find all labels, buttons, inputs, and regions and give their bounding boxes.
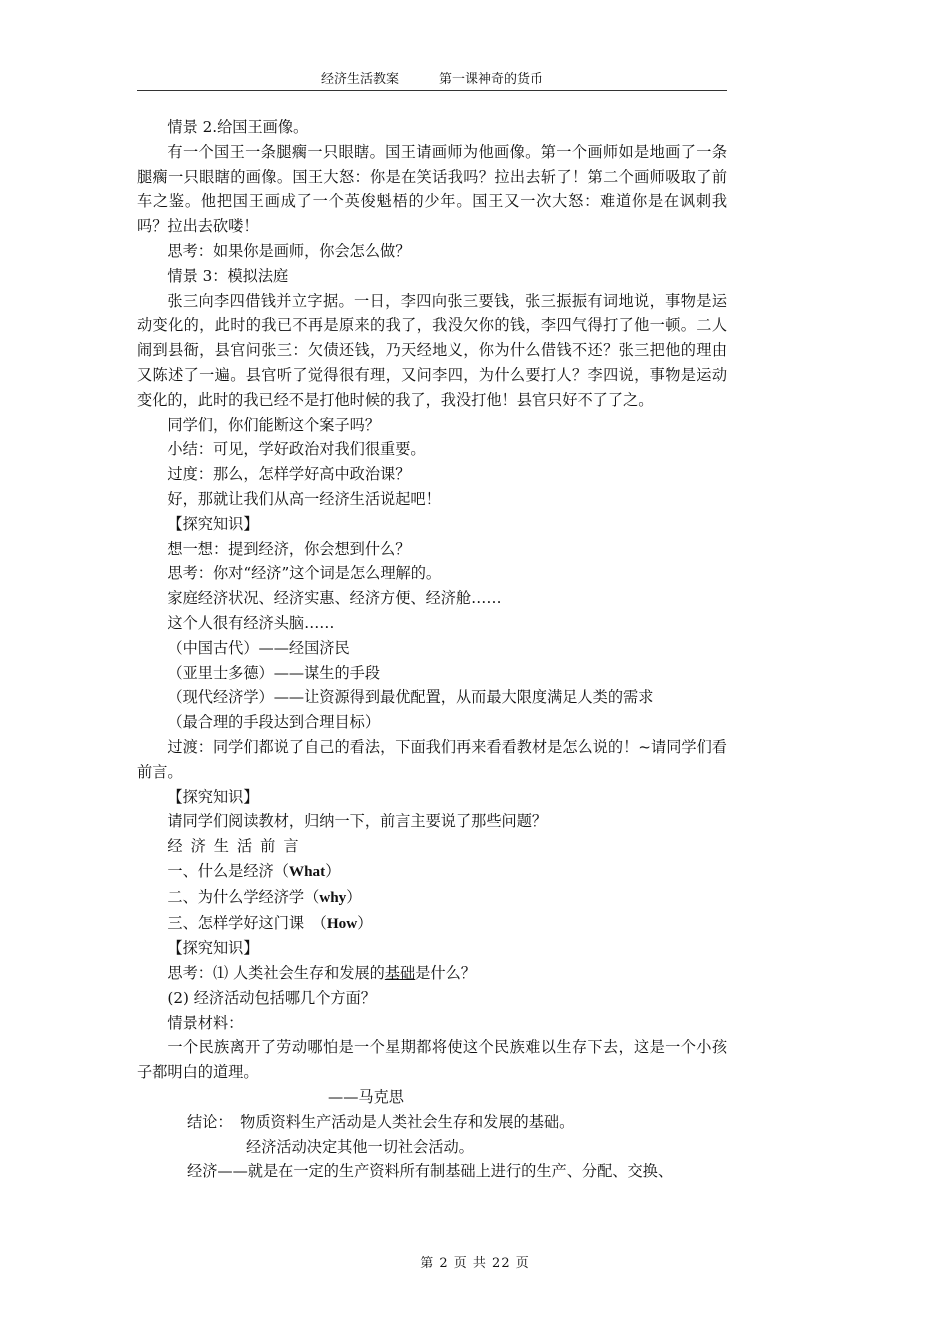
start-line: 好，那就让我们从高一经济生活说起吧！ <box>167 489 441 508</box>
definition-modern: （现代经济学）——让资源得到最优配置，从而最大限度满足人类的需求 <box>167 688 654 707</box>
explore-heading-2: 【探究知识】 <box>167 787 259 806</box>
page-number-footer: 第 2 页 共 22 页 <box>420 1256 530 1271</box>
preface-item-2: 二、为什么学经济学（why） <box>167 887 362 906</box>
preface-title: 经济生活前言 <box>167 837 307 856</box>
economic-mind-line: 这个人很有经济头脑…… <box>167 613 335 632</box>
scene2-paragraph: 有一个国王一条腿瘸一只眼瞎。国王请画师为他画像。第一个画师如是地画了一条腿瘸一只眼瞎的画像。国王大怒：你是在笑话我吗？拉出去斩了！第二个画师吸取了前车之鉴。他把国王画成了一个英俊魁梧的少年。国王又一次大怒：难道你是在讽刺我吗？拉出去砍喽！ <box>137 142 727 236</box>
preface-item-3: 三、怎样学好这门课 （How） <box>167 913 373 932</box>
conclusion-2: 经济活动决定其他一切社会活动。 <box>246 1137 474 1156</box>
underlined-term: 基础 <box>384 964 416 983</box>
think-foundation: 思考：⑴ 人类社会生存和发展的基础是什么？ <box>167 964 476 983</box>
think-activities: (2) 经济活动包括哪几个方面？ <box>167 988 376 1007</box>
page-header <box>137 72 727 91</box>
economy-definition: 经济——就是在一定的生产资料所有制基础上进行的生产、分配、交换、 <box>187 1162 673 1181</box>
document-body <box>137 115 727 1184</box>
definition-china: （中国古代）——经国济民 <box>167 638 350 657</box>
transition-line: 过度：那么，怎样学好高中政治课？ <box>167 465 411 484</box>
case-question: 同学们，你们能断这个案子吗？ <box>167 415 381 434</box>
preface-item-1: 一、什么是经济（What） <box>167 861 341 880</box>
header-lesson-title: 第一课神奇的货币 <box>439 72 544 87</box>
quote-author: ——马克思 <box>328 1088 404 1107</box>
definition-modern-note: （最合理的手段达到合理目标） <box>167 713 381 732</box>
transition-preface: 过渡：同学们都说了自己的看法，下面我们再来看看教材是怎么说的！~请同学们看前言。 <box>137 737 727 781</box>
material-label: 情景材料： <box>167 1013 244 1032</box>
think-word: 思考：你对“经济”这个词是怎么理解的。 <box>167 564 442 583</box>
marx-quote: 一个民族离开了劳动哪怕是一个星期都将使这个民族难以生存下去，这是一个小孩子都明白的道理。 <box>137 1038 727 1082</box>
summary-line: 小结：可见，学好政治对我们很重要。 <box>167 440 426 459</box>
scene2-title: 情景 2.给国王画像。 <box>167 118 309 136</box>
conclusion-1: 结论： 物质资料生产活动是人类社会生存和发展的基础。 <box>187 1112 575 1131</box>
scene3-paragraph: 张三向李四借钱并立字据。一日，李四向张三要钱，张三振振有词地说，事物是运动变化的，此时的我已不再是原来的我了，我没欠你的钱，李四气得打了他一顿。二人闹到县衙，县官问张三：欠债还钱，乃天经地义，你为什么借钱不还？张三把他的理由又陈述了一遍。县官听了觉得很有理，又问李四，为什么要打人？李四说，事物是运动变化的，此时的我已经不是打他时候的我了，我没打他！县官只好不了了之。 <box>137 291 727 409</box>
explore-heading-3: 【探究知识】 <box>167 939 259 958</box>
think-painter: 思考：如果你是画师，你会怎么做？ <box>167 241 411 260</box>
header-doc-title: 经济生活教案 <box>320 72 399 87</box>
read-instruction: 请同学们阅读教材，归纳一下，前言主要说了那些问题？ <box>167 812 548 831</box>
think-economy: 想一想：提到经济，你会想到什么？ <box>167 539 411 558</box>
definition-aristotle: （亚里士多德）——谋生的手段 <box>167 663 381 682</box>
family-economy-line: 家庭经济状况、经济实惠、经济方便、经济舱…… <box>167 589 502 608</box>
scene3-title: 情景 3：模拟法庭 <box>167 266 289 285</box>
explore-heading-1: 【探究知识】 <box>167 514 259 533</box>
